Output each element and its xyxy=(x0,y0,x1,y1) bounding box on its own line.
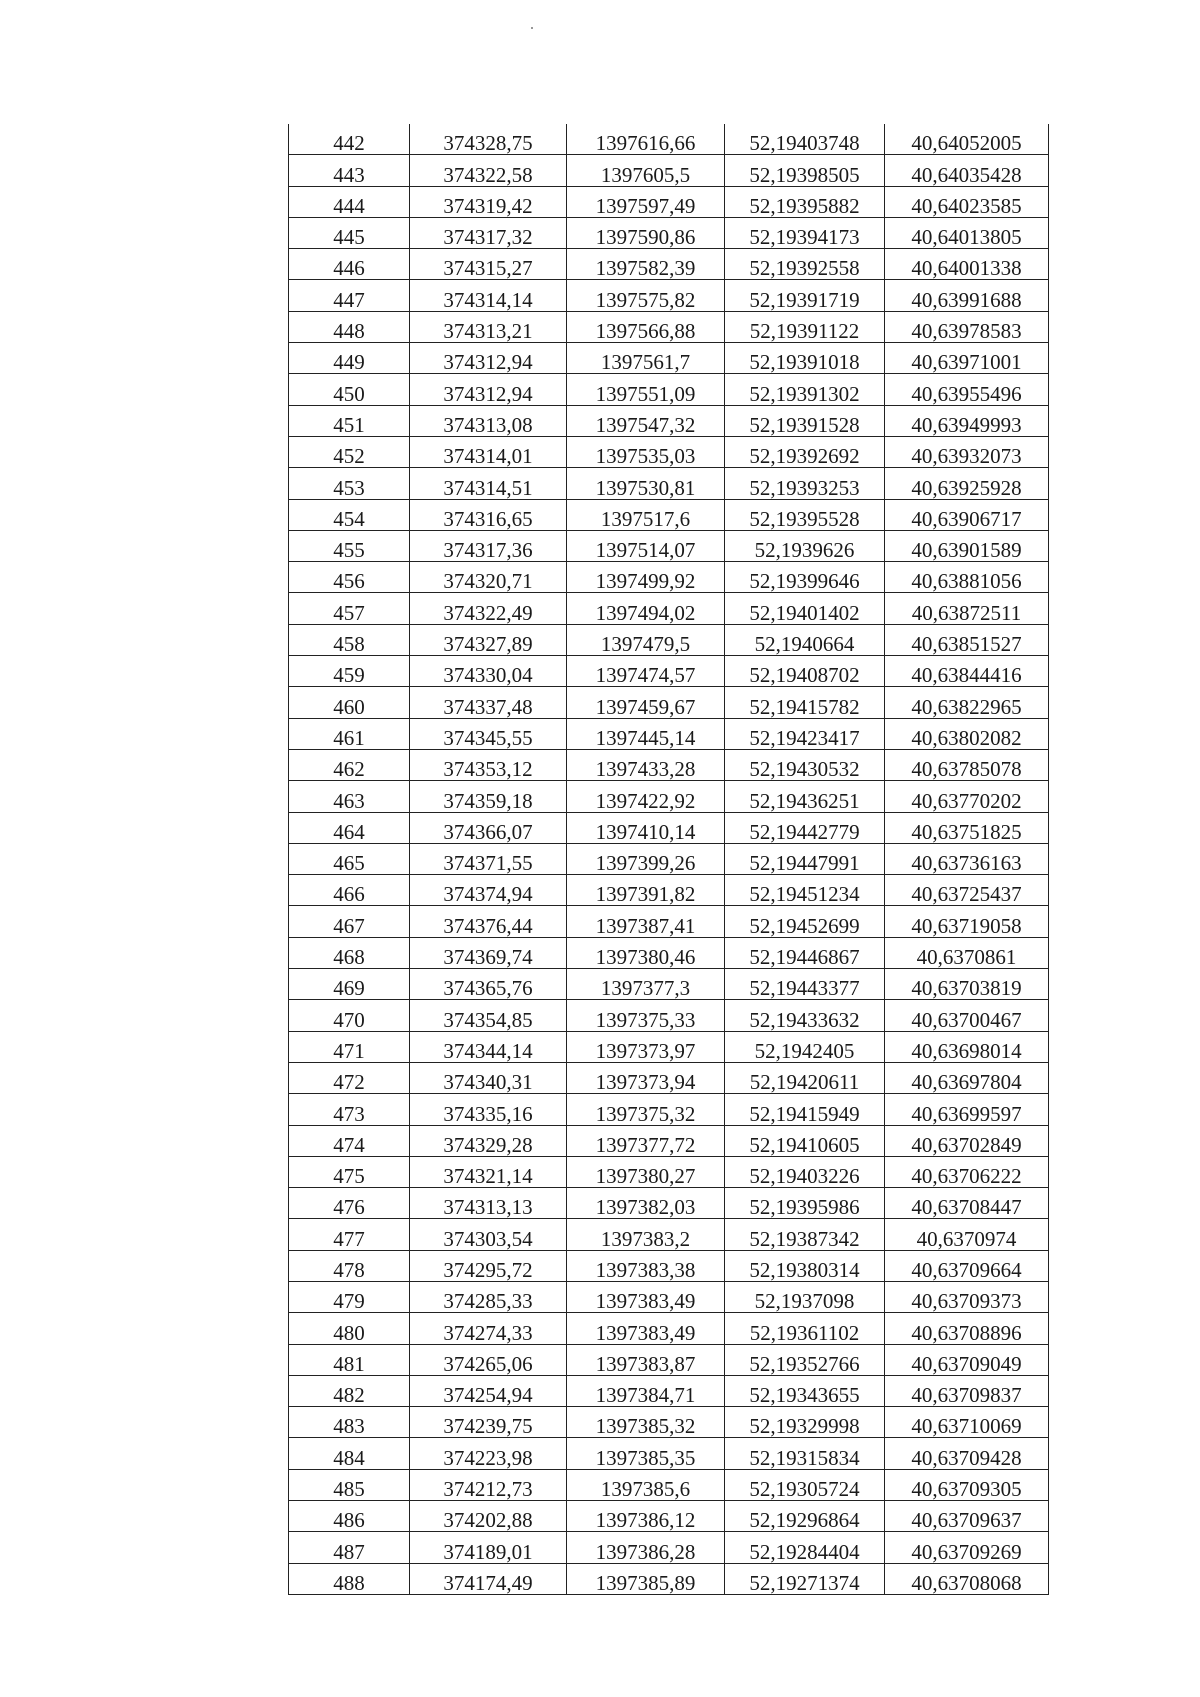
y-coordinate-cell: 1397386,12 xyxy=(567,1501,725,1532)
latitude-cell: 52,19415949 xyxy=(725,1094,885,1125)
y-coordinate-cell: 1397387,41 xyxy=(567,906,725,937)
x-coordinate-cell: 374317,32 xyxy=(410,217,567,248)
latitude-cell: 52,19436251 xyxy=(725,781,885,812)
latitude-cell: 52,19392692 xyxy=(725,436,885,467)
longitude-cell: 40,63991688 xyxy=(885,280,1049,311)
latitude-cell: 52,19391528 xyxy=(725,405,885,436)
point-number-cell: 454 xyxy=(289,499,410,530)
longitude-cell: 40,63709305 xyxy=(885,1469,1049,1500)
table-row xyxy=(289,311,1049,342)
table-row xyxy=(289,969,1049,1000)
table-row xyxy=(289,624,1049,655)
latitude-cell: 52,1940664 xyxy=(725,624,885,655)
point-number-cell: 469 xyxy=(289,969,410,1000)
y-coordinate-cell: 1397385,89 xyxy=(567,1563,725,1594)
x-coordinate-cell: 374374,94 xyxy=(410,875,567,906)
x-coordinate-cell: 374376,44 xyxy=(410,906,567,937)
y-coordinate-cell: 1397499,92 xyxy=(567,562,725,593)
latitude-cell: 52,19395528 xyxy=(725,499,885,530)
x-coordinate-cell: 374319,42 xyxy=(410,186,567,217)
x-coordinate-cell: 374371,55 xyxy=(410,843,567,874)
table-row xyxy=(289,1501,1049,1532)
y-coordinate-cell: 1397384,71 xyxy=(567,1375,725,1406)
latitude-cell: 52,19408702 xyxy=(725,656,885,687)
longitude-cell: 40,63699597 xyxy=(885,1094,1049,1125)
longitude-cell: 40,63881056 xyxy=(885,562,1049,593)
latitude-cell: 52,19296864 xyxy=(725,1501,885,1532)
y-coordinate-cell: 1397386,28 xyxy=(567,1532,725,1563)
point-number-cell: 488 xyxy=(289,1563,410,1594)
point-number-cell: 442 xyxy=(289,124,410,155)
table-row xyxy=(289,1000,1049,1031)
latitude-cell: 52,19380314 xyxy=(725,1250,885,1281)
point-number-cell: 460 xyxy=(289,687,410,718)
x-coordinate-cell: 374312,94 xyxy=(410,343,567,374)
y-coordinate-cell: 1397385,6 xyxy=(567,1469,725,1500)
longitude-cell: 40,63751825 xyxy=(885,812,1049,843)
table-row xyxy=(289,405,1049,436)
longitude-cell: 40,64035428 xyxy=(885,155,1049,186)
table-row xyxy=(289,1062,1049,1093)
point-number-cell: 461 xyxy=(289,718,410,749)
longitude-cell: 40,63709637 xyxy=(885,1501,1049,1532)
longitude-cell: 40,63949993 xyxy=(885,405,1049,436)
latitude-cell: 52,19284404 xyxy=(725,1532,885,1563)
point-number-cell: 473 xyxy=(289,1094,410,1125)
y-coordinate-cell: 1397616,66 xyxy=(567,124,725,155)
y-coordinate-cell: 1397582,39 xyxy=(567,249,725,280)
longitude-cell: 40,63844416 xyxy=(885,656,1049,687)
longitude-cell: 40,63697804 xyxy=(885,1062,1049,1093)
table-row xyxy=(289,1094,1049,1125)
table-row xyxy=(289,124,1049,155)
longitude-cell: 40,63708068 xyxy=(885,1563,1049,1594)
table-row xyxy=(289,1313,1049,1344)
y-coordinate-cell: 1397391,82 xyxy=(567,875,725,906)
longitude-cell: 40,63925928 xyxy=(885,468,1049,499)
longitude-cell: 40,63708896 xyxy=(885,1313,1049,1344)
latitude-cell: 52,19403748 xyxy=(725,124,885,155)
latitude-cell: 52,19430532 xyxy=(725,749,885,780)
x-coordinate-cell: 374202,88 xyxy=(410,1501,567,1532)
latitude-cell: 52,19305724 xyxy=(725,1469,885,1500)
point-number-cell: 457 xyxy=(289,593,410,624)
longitude-cell: 40,63736163 xyxy=(885,843,1049,874)
latitude-cell: 52,19399646 xyxy=(725,562,885,593)
table-row xyxy=(289,1156,1049,1187)
latitude-cell: 52,19433632 xyxy=(725,1000,885,1031)
y-coordinate-cell: 1397380,46 xyxy=(567,937,725,968)
longitude-cell: 40,6370974 xyxy=(885,1219,1049,1250)
latitude-cell: 52,19420611 xyxy=(725,1062,885,1093)
y-coordinate-cell: 1397566,88 xyxy=(567,311,725,342)
y-coordinate-cell: 1397433,28 xyxy=(567,749,725,780)
latitude-cell: 52,19447991 xyxy=(725,843,885,874)
longitude-cell: 40,63971001 xyxy=(885,343,1049,374)
latitude-cell: 52,1937098 xyxy=(725,1281,885,1312)
point-number-cell: 447 xyxy=(289,280,410,311)
latitude-cell: 52,19394173 xyxy=(725,217,885,248)
y-coordinate-cell: 1397383,38 xyxy=(567,1250,725,1281)
point-number-cell: 482 xyxy=(289,1375,410,1406)
longitude-cell: 40,63709373 xyxy=(885,1281,1049,1312)
table-row xyxy=(289,1532,1049,1563)
longitude-cell: 40,63906717 xyxy=(885,499,1049,530)
point-number-cell: 477 xyxy=(289,1219,410,1250)
x-coordinate-cell: 374322,58 xyxy=(410,155,567,186)
table-row xyxy=(289,781,1049,812)
table-row xyxy=(289,1281,1049,1312)
y-coordinate-cell: 1397575,82 xyxy=(567,280,725,311)
longitude-cell: 40,63978583 xyxy=(885,311,1049,342)
x-coordinate-cell: 374359,18 xyxy=(410,781,567,812)
x-coordinate-cell: 374254,94 xyxy=(410,1375,567,1406)
point-number-cell: 458 xyxy=(289,624,410,655)
longitude-cell: 40,63719058 xyxy=(885,906,1049,937)
point-number-cell: 467 xyxy=(289,906,410,937)
y-coordinate-cell: 1397377,72 xyxy=(567,1125,725,1156)
x-coordinate-cell: 374285,33 xyxy=(410,1281,567,1312)
y-coordinate-cell: 1397422,92 xyxy=(567,781,725,812)
longitude-cell: 40,63770202 xyxy=(885,781,1049,812)
y-coordinate-cell: 1397375,33 xyxy=(567,1000,725,1031)
table-row xyxy=(289,468,1049,499)
x-coordinate-cell: 374340,31 xyxy=(410,1062,567,1093)
table-row xyxy=(289,749,1049,780)
y-coordinate-cell: 1397385,32 xyxy=(567,1407,725,1438)
table-row xyxy=(289,1375,1049,1406)
point-number-cell: 453 xyxy=(289,468,410,499)
y-coordinate-cell: 1397382,03 xyxy=(567,1188,725,1219)
point-number-cell: 481 xyxy=(289,1344,410,1375)
point-number-cell: 478 xyxy=(289,1250,410,1281)
point-number-cell: 472 xyxy=(289,1062,410,1093)
latitude-cell: 52,19387342 xyxy=(725,1219,885,1250)
x-coordinate-cell: 374313,13 xyxy=(410,1188,567,1219)
x-coordinate-cell: 374322,49 xyxy=(410,593,567,624)
longitude-cell: 40,63706222 xyxy=(885,1156,1049,1187)
point-number-cell: 459 xyxy=(289,656,410,687)
y-coordinate-cell: 1397373,94 xyxy=(567,1062,725,1093)
x-coordinate-cell: 374366,07 xyxy=(410,812,567,843)
y-coordinate-cell: 1397399,26 xyxy=(567,843,725,874)
y-coordinate-cell: 1397514,07 xyxy=(567,530,725,561)
latitude-cell: 52,1942405 xyxy=(725,1031,885,1062)
x-coordinate-cell: 374321,14 xyxy=(410,1156,567,1187)
table-row xyxy=(289,1563,1049,1594)
table-row xyxy=(289,155,1049,186)
longitude-cell: 40,63710069 xyxy=(885,1407,1049,1438)
table-row xyxy=(289,343,1049,374)
y-coordinate-cell: 1397494,02 xyxy=(567,593,725,624)
y-coordinate-cell: 1397445,14 xyxy=(567,718,725,749)
x-coordinate-cell: 374320,71 xyxy=(410,562,567,593)
x-coordinate-cell: 374223,98 xyxy=(410,1438,567,1469)
longitude-cell: 40,6370861 xyxy=(885,937,1049,968)
y-coordinate-cell: 1397383,2 xyxy=(567,1219,725,1250)
table-row xyxy=(289,843,1049,874)
latitude-cell: 52,19361102 xyxy=(725,1313,885,1344)
longitude-cell: 40,64013805 xyxy=(885,217,1049,248)
latitude-cell: 52,19395882 xyxy=(725,186,885,217)
x-coordinate-cell: 374345,55 xyxy=(410,718,567,749)
x-coordinate-cell: 374295,72 xyxy=(410,1250,567,1281)
x-coordinate-cell: 374212,73 xyxy=(410,1469,567,1500)
latitude-cell: 52,19403226 xyxy=(725,1156,885,1187)
point-number-cell: 479 xyxy=(289,1281,410,1312)
x-coordinate-cell: 374327,89 xyxy=(410,624,567,655)
x-coordinate-cell: 374335,16 xyxy=(410,1094,567,1125)
table-row xyxy=(289,280,1049,311)
point-number-cell: 445 xyxy=(289,217,410,248)
table-row xyxy=(289,1188,1049,1219)
point-number-cell: 480 xyxy=(289,1313,410,1344)
point-number-cell: 487 xyxy=(289,1532,410,1563)
x-coordinate-cell: 374317,36 xyxy=(410,530,567,561)
x-coordinate-cell: 374189,01 xyxy=(410,1532,567,1563)
table-row xyxy=(289,530,1049,561)
x-coordinate-cell: 374315,27 xyxy=(410,249,567,280)
latitude-cell: 52,19315834 xyxy=(725,1438,885,1469)
longitude-cell: 40,63709664 xyxy=(885,1250,1049,1281)
x-coordinate-cell: 374314,14 xyxy=(410,280,567,311)
x-coordinate-cell: 374314,01 xyxy=(410,436,567,467)
longitude-cell: 40,64023585 xyxy=(885,186,1049,217)
latitude-cell: 52,19392558 xyxy=(725,249,885,280)
longitude-cell: 40,63851527 xyxy=(885,624,1049,655)
longitude-cell: 40,63698014 xyxy=(885,1031,1049,1062)
latitude-cell: 52,19391302 xyxy=(725,374,885,405)
table-row xyxy=(289,1250,1049,1281)
point-number-cell: 444 xyxy=(289,186,410,217)
longitude-cell: 40,63700467 xyxy=(885,1000,1049,1031)
longitude-cell: 40,63709837 xyxy=(885,1375,1049,1406)
point-number-cell: 468 xyxy=(289,937,410,968)
table-row xyxy=(289,499,1049,530)
table-row xyxy=(289,937,1049,968)
longitude-cell: 40,63702849 xyxy=(885,1125,1049,1156)
point-number-cell: 462 xyxy=(289,749,410,780)
y-coordinate-cell: 1397597,49 xyxy=(567,186,725,217)
x-coordinate-cell: 374312,94 xyxy=(410,374,567,405)
table-row xyxy=(289,249,1049,280)
scan-speck xyxy=(531,27,533,29)
x-coordinate-cell: 374174,49 xyxy=(410,1563,567,1594)
latitude-cell: 52,19271374 xyxy=(725,1563,885,1594)
point-number-cell: 475 xyxy=(289,1156,410,1187)
x-coordinate-cell: 374274,33 xyxy=(410,1313,567,1344)
y-coordinate-cell: 1397535,03 xyxy=(567,436,725,467)
table-row xyxy=(289,217,1049,248)
x-coordinate-cell: 374353,12 xyxy=(410,749,567,780)
point-number-cell: 471 xyxy=(289,1031,410,1062)
point-number-cell: 449 xyxy=(289,343,410,374)
latitude-cell: 52,19391719 xyxy=(725,280,885,311)
table-row xyxy=(289,1125,1049,1156)
y-coordinate-cell: 1397517,6 xyxy=(567,499,725,530)
point-number-cell: 455 xyxy=(289,530,410,561)
y-coordinate-cell: 1397530,81 xyxy=(567,468,725,499)
longitude-cell: 40,63872511 xyxy=(885,593,1049,624)
x-coordinate-cell: 374344,14 xyxy=(410,1031,567,1062)
table-row xyxy=(289,593,1049,624)
y-coordinate-cell: 1397377,3 xyxy=(567,969,725,1000)
y-coordinate-cell: 1397383,49 xyxy=(567,1281,725,1312)
point-number-cell: 484 xyxy=(289,1438,410,1469)
table-row xyxy=(289,562,1049,593)
point-number-cell: 464 xyxy=(289,812,410,843)
x-coordinate-cell: 374369,74 xyxy=(410,937,567,968)
x-coordinate-cell: 374328,75 xyxy=(410,124,567,155)
longitude-cell: 40,63822965 xyxy=(885,687,1049,718)
latitude-cell: 52,19452699 xyxy=(725,906,885,937)
x-coordinate-cell: 374316,65 xyxy=(410,499,567,530)
x-coordinate-cell: 374329,28 xyxy=(410,1125,567,1156)
table-row xyxy=(289,1407,1049,1438)
y-coordinate-cell: 1397375,32 xyxy=(567,1094,725,1125)
latitude-cell: 52,19415782 xyxy=(725,687,885,718)
x-coordinate-cell: 374354,85 xyxy=(410,1000,567,1031)
table-row xyxy=(289,687,1049,718)
y-coordinate-cell: 1397383,87 xyxy=(567,1344,725,1375)
longitude-cell: 40,64052005 xyxy=(885,124,1049,155)
y-coordinate-cell: 1397605,5 xyxy=(567,155,725,186)
y-coordinate-cell: 1397383,49 xyxy=(567,1313,725,1344)
y-coordinate-cell: 1397590,86 xyxy=(567,217,725,248)
table-row xyxy=(289,1438,1049,1469)
longitude-cell: 40,63709428 xyxy=(885,1438,1049,1469)
latitude-cell: 52,19442779 xyxy=(725,812,885,843)
latitude-cell: 52,19343655 xyxy=(725,1375,885,1406)
latitude-cell: 52,19398505 xyxy=(725,155,885,186)
latitude-cell: 52,19395986 xyxy=(725,1188,885,1219)
latitude-cell: 52,19393253 xyxy=(725,468,885,499)
table-row xyxy=(289,186,1049,217)
point-number-cell: 485 xyxy=(289,1469,410,1500)
latitude-cell: 52,19329998 xyxy=(725,1407,885,1438)
point-number-cell: 463 xyxy=(289,781,410,812)
table-row xyxy=(289,906,1049,937)
x-coordinate-cell: 374265,06 xyxy=(410,1344,567,1375)
latitude-cell: 52,19423417 xyxy=(725,718,885,749)
y-coordinate-cell: 1397380,27 xyxy=(567,1156,725,1187)
x-coordinate-cell: 374313,08 xyxy=(410,405,567,436)
point-number-cell: 470 xyxy=(289,1000,410,1031)
point-number-cell: 456 xyxy=(289,562,410,593)
x-coordinate-cell: 374303,54 xyxy=(410,1219,567,1250)
longitude-cell: 40,63703819 xyxy=(885,969,1049,1000)
table-row xyxy=(289,656,1049,687)
x-coordinate-cell: 374314,51 xyxy=(410,468,567,499)
latitude-cell: 52,19410605 xyxy=(725,1125,885,1156)
longitude-cell: 40,64001338 xyxy=(885,249,1049,280)
longitude-cell: 40,63725437 xyxy=(885,875,1049,906)
point-number-cell: 486 xyxy=(289,1501,410,1532)
point-number-cell: 474 xyxy=(289,1125,410,1156)
longitude-cell: 40,63785078 xyxy=(885,749,1049,780)
point-number-cell: 448 xyxy=(289,311,410,342)
longitude-cell: 40,63709049 xyxy=(885,1344,1049,1375)
point-number-cell: 452 xyxy=(289,436,410,467)
latitude-cell: 52,19352766 xyxy=(725,1344,885,1375)
coordinates-table xyxy=(288,124,1049,1595)
y-coordinate-cell: 1397410,14 xyxy=(567,812,725,843)
y-coordinate-cell: 1397561,7 xyxy=(567,343,725,374)
table-row xyxy=(289,1344,1049,1375)
latitude-cell: 52,19391018 xyxy=(725,343,885,374)
y-coordinate-cell: 1397479,5 xyxy=(567,624,725,655)
table-row xyxy=(289,875,1049,906)
latitude-cell: 52,19443377 xyxy=(725,969,885,1000)
table-row xyxy=(289,436,1049,467)
longitude-cell: 40,63802082 xyxy=(885,718,1049,749)
coordinates-table-body xyxy=(289,124,1049,1594)
longitude-cell: 40,63932073 xyxy=(885,436,1049,467)
point-number-cell: 450 xyxy=(289,374,410,405)
table-row xyxy=(289,1219,1049,1250)
x-coordinate-cell: 374365,76 xyxy=(410,969,567,1000)
table-row xyxy=(289,718,1049,749)
point-number-cell: 483 xyxy=(289,1407,410,1438)
latitude-cell: 52,19446867 xyxy=(725,937,885,968)
point-number-cell: 476 xyxy=(289,1188,410,1219)
y-coordinate-cell: 1397385,35 xyxy=(567,1438,725,1469)
x-coordinate-cell: 374337,48 xyxy=(410,687,567,718)
y-coordinate-cell: 1397474,57 xyxy=(567,656,725,687)
longitude-cell: 40,63708447 xyxy=(885,1188,1049,1219)
x-coordinate-cell: 374239,75 xyxy=(410,1407,567,1438)
table-row xyxy=(289,1031,1049,1062)
y-coordinate-cell: 1397373,97 xyxy=(567,1031,725,1062)
table-row xyxy=(289,374,1049,405)
longitude-cell: 40,63955496 xyxy=(885,374,1049,405)
table-row xyxy=(289,1469,1049,1500)
x-coordinate-cell: 374313,21 xyxy=(410,311,567,342)
latitude-cell: 52,1939626 xyxy=(725,530,885,561)
y-coordinate-cell: 1397551,09 xyxy=(567,374,725,405)
y-coordinate-cell: 1397547,32 xyxy=(567,405,725,436)
latitude-cell: 52,19401402 xyxy=(725,593,885,624)
point-number-cell: 443 xyxy=(289,155,410,186)
table-row xyxy=(289,812,1049,843)
point-number-cell: 465 xyxy=(289,843,410,874)
point-number-cell: 466 xyxy=(289,875,410,906)
point-number-cell: 446 xyxy=(289,249,410,280)
longitude-cell: 40,63709269 xyxy=(885,1532,1049,1563)
latitude-cell: 52,19391122 xyxy=(725,311,885,342)
longitude-cell: 40,63901589 xyxy=(885,530,1049,561)
y-coordinate-cell: 1397459,67 xyxy=(567,687,725,718)
point-number-cell: 451 xyxy=(289,405,410,436)
x-coordinate-cell: 374330,04 xyxy=(410,656,567,687)
latitude-cell: 52,19451234 xyxy=(725,875,885,906)
